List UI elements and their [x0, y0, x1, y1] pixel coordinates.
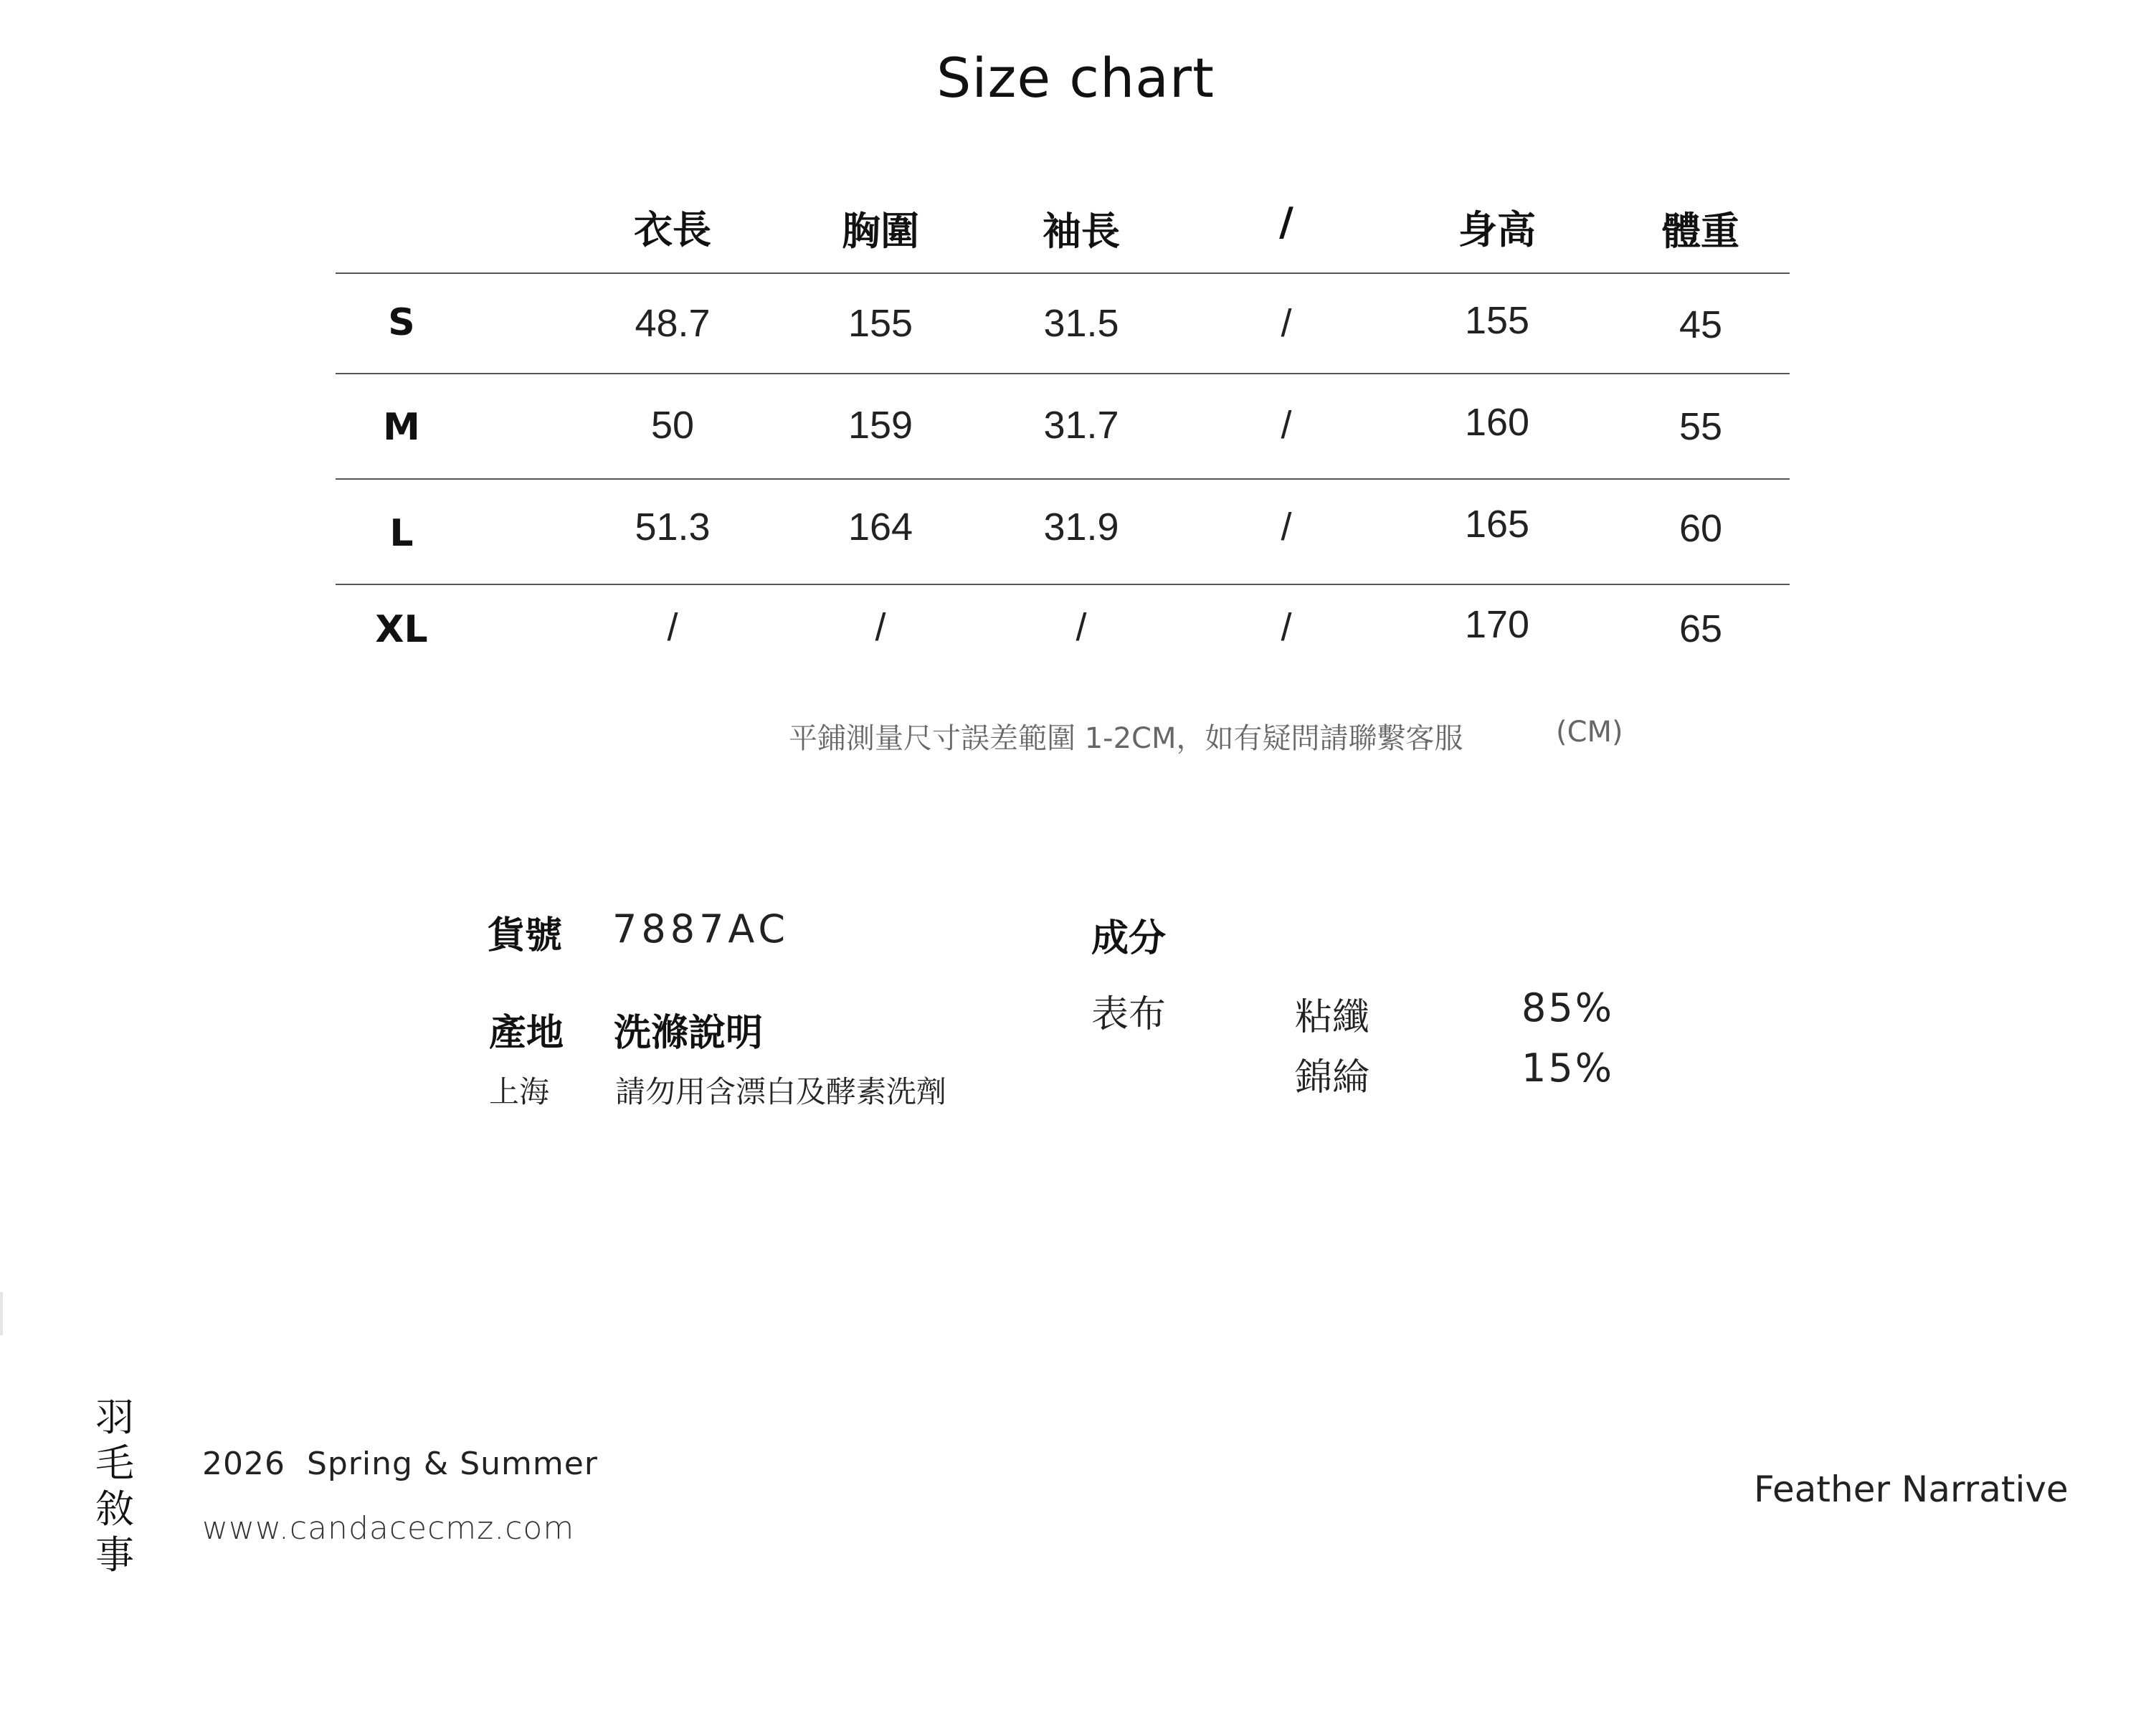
table-cell: 31.9: [1043, 506, 1119, 549]
size-label: L: [389, 512, 414, 555]
item-number: 7887AC: [612, 906, 790, 952]
season-label: 2026 Spring & Summer: [202, 1446, 598, 1482]
table-cell: 155: [1464, 299, 1530, 342]
table-cell: 45: [1678, 303, 1723, 346]
table-cell: 170: [1464, 603, 1530, 646]
table-cell: /: [1281, 404, 1292, 447]
header-height: 身高: [1458, 207, 1536, 252]
size-label: XL: [375, 608, 428, 651]
table-cell: 160: [1464, 401, 1530, 444]
table-cell: /: [1281, 302, 1292, 345]
edge-mark: [0, 1292, 3, 1335]
header-sleeve: 袖長: [1043, 209, 1120, 254]
unit-label: (CM): [1556, 716, 1623, 749]
table-cell: 155: [847, 302, 913, 345]
care-instructions: 請勿用含漂白及酵素洗劑: [615, 1074, 947, 1109]
table-divider: [336, 373, 1790, 374]
table-cell: 31.7: [1043, 404, 1119, 447]
header-length: 衣長: [634, 207, 711, 252]
fabric-label: 表布: [1091, 993, 1167, 1036]
material-name: 粘纖: [1295, 996, 1370, 1039]
origin-label: 產地: [489, 1012, 564, 1055]
table-cell: 165: [1464, 503, 1530, 546]
item-number-label: 貨號: [488, 914, 563, 957]
brand-char: 羽: [95, 1395, 134, 1440]
material-name: 錦綸: [1295, 1056, 1370, 1099]
table-cell: 50: [650, 404, 695, 447]
table-cell: 31.5: [1043, 302, 1119, 345]
header-weight: 體重: [1662, 209, 1739, 254]
header-separator: /: [1279, 199, 1293, 245]
table-cell: /: [875, 606, 886, 649]
material-percent: 15%: [1521, 1045, 1615, 1091]
table-divider: [336, 272, 1790, 274]
brand-char: 敘: [95, 1486, 134, 1532]
table-cell: 60: [1678, 507, 1723, 550]
table-cell: /: [1076, 606, 1087, 649]
website-link[interactable]: www.candacecmz.com: [202, 1510, 575, 1547]
composition-label: 成分: [1091, 917, 1167, 960]
table-cell: 55: [1678, 405, 1723, 448]
brand-char: 事: [95, 1532, 134, 1578]
table-divider: [336, 584, 1790, 585]
table-cell: /: [667, 606, 678, 649]
size-label: M: [383, 406, 420, 449]
table-cell: 65: [1678, 607, 1723, 650]
origin-value: 上海: [489, 1074, 550, 1109]
table-cell: /: [1281, 606, 1292, 649]
page-title: Size chart: [936, 46, 1215, 110]
material-percent: 85%: [1521, 985, 1615, 1030]
note-text: 平鋪測量尺寸誤差範圍 1-2CM，如有疑問請聯繫客服: [789, 722, 1463, 755]
table-cell: /: [1281, 506, 1292, 549]
header-chest: 胸圍: [842, 209, 919, 254]
brand-char: 毛: [95, 1441, 134, 1486]
brand-vertical-name: [93, 1395, 136, 1578]
table-divider: [336, 478, 1790, 480]
table-cell: 51.3: [635, 506, 711, 549]
brand-english-name: Feather Narrative: [1754, 1469, 2069, 1510]
table-cell: 159: [847, 404, 913, 447]
care-label: 洗滌說明: [614, 1012, 764, 1055]
size-label: S: [388, 301, 415, 344]
table-cell: 48.7: [635, 302, 711, 345]
table-cell: 164: [847, 506, 913, 549]
